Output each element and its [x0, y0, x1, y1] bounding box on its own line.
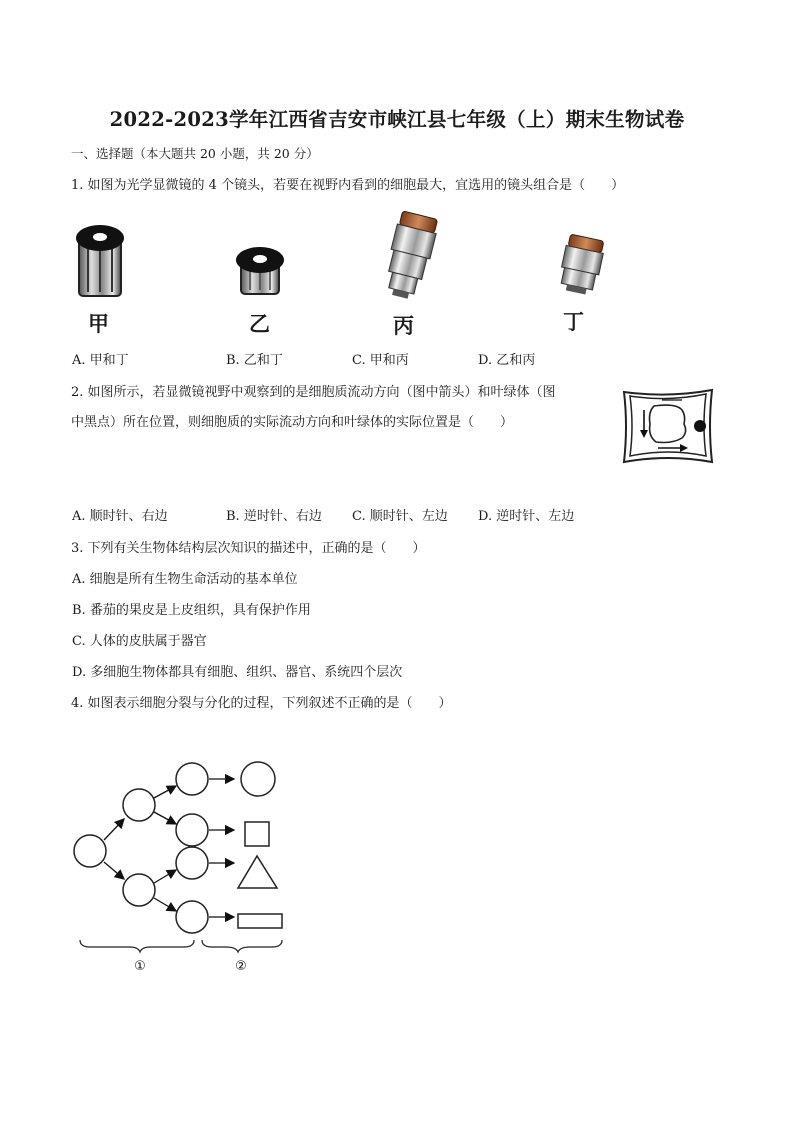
question-2-stem-line1: 2. 如图所示，若显微镜视野中观察到的是细胞质流动方向（图中箭头）和叶绿体（图: [71, 385, 556, 400]
lens-label-bing: 丙: [393, 314, 414, 338]
q3-option-c: C. 人体的皮肤属于器官: [72, 634, 207, 649]
page-title: 2022-2023学年江西省吉安市峡江县七年级（上）期末生物试卷: [109, 108, 685, 131]
cell-gen2-1: [176, 763, 208, 795]
question-1-stem: 1. 如图为光学显微镜的 4 个镜头，若要在视野内看到的细胞最大，宜选用的镜头组合是（ ）: [71, 178, 625, 193]
cell-gen2-3: [176, 847, 208, 879]
q3-option-a: A. 细胞是所有生物生命活动的基本单位: [72, 572, 298, 587]
q3-option-d: D. 多细胞生物体都具有细胞、组织、器官、系统四个层次: [72, 665, 403, 680]
cell-flow-diagram: [616, 386, 720, 466]
lens-ding-image: [552, 234, 610, 300]
q2-option-d: D. 逆时针、左边: [478, 509, 575, 524]
q1-option-a: A. 甲和丁: [72, 353, 129, 368]
question-2-stem-line2: 中黑点）所在位置，则细胞质的实际流动方向和叶绿体的实际位置是（ ）: [71, 415, 514, 430]
question-3-stem: 3. 下列有关生物体结构层次知识的描述中，正确的是（ ）: [71, 541, 426, 556]
q2-option-c: C. 顺时针、左边: [352, 509, 448, 524]
q2-option-b: B. 逆时针、右边: [226, 509, 322, 524]
cell-origin: [74, 835, 106, 867]
cell-gen2-4: [176, 901, 208, 933]
q1-option-c: C. 甲和丙: [352, 353, 409, 368]
lens-label-jia: 甲: [88, 312, 109, 336]
cell-gen2-2: [176, 814, 208, 846]
cell-division-diagram: [66, 756, 296, 980]
lens-bing-image: [376, 210, 444, 302]
q3-option-b: B. 番茄的果皮是上皮组织，具有保护作用: [72, 603, 311, 618]
q1-option-b: B. 乙和丁: [226, 353, 283, 368]
label-stage-2: ②: [235, 959, 247, 974]
cell-gen1-top: [123, 789, 155, 821]
brace-2: [202, 940, 282, 952]
lens-label-ding: 丁: [563, 310, 584, 334]
differentiated-round-cell: [241, 762, 275, 796]
cell-gen1-bottom: [123, 874, 155, 906]
lens-label-yi: 乙: [249, 312, 270, 336]
differentiated-square-cell: [245, 822, 269, 846]
differentiated-triangle-cell: [238, 856, 277, 888]
differentiated-long-cell: [238, 914, 282, 928]
lens-yi-image: [234, 244, 286, 300]
brace-1: [80, 940, 194, 952]
section-heading: 一、选择题（本大题共 20 小题，共 20 分）: [71, 146, 319, 161]
lens-jia-image: [74, 222, 126, 302]
q1-option-d: D. 乙和丙: [478, 353, 536, 368]
q2-option-a: A. 顺时针、右边: [72, 509, 168, 524]
label-stage-1: ①: [134, 959, 146, 974]
question-4-stem: 4. 如图表示细胞分裂与分化的过程，下列叙述不正确的是（ ）: [71, 696, 452, 711]
